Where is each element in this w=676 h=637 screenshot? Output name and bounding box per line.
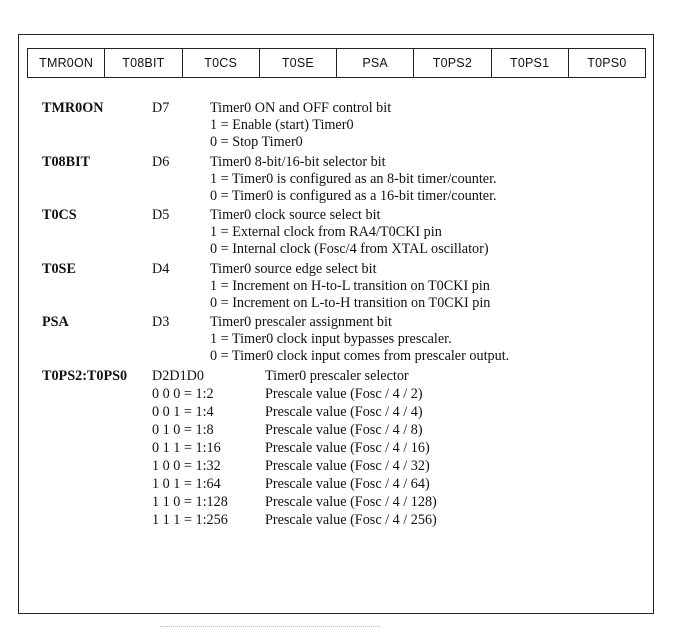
field-desc-t0se: Timer0 source edge select bit: [210, 261, 377, 277]
prescale-code-6: 1 1 0 = 1:128: [152, 494, 228, 510]
bit-cell-tmr0on: TMR0ON: [28, 49, 105, 78]
bit-cell-psa: PSA: [337, 49, 414, 78]
field-name-t0ps: T0PS2:T0PS0: [42, 368, 128, 384]
field-name-t0cs: T0CS: [42, 207, 77, 223]
prescale-code-0: 0 0 0 = 1:2: [152, 386, 214, 402]
prescale-desc-4: Prescale value (Fosc / 4 / 32): [265, 458, 430, 474]
field-desc-t0cs: Timer0 clock source select bit: [210, 207, 381, 223]
field-name-t0se: T0SE: [42, 261, 76, 277]
field-bit-tmr0on: D7: [152, 100, 170, 116]
bit-cell-t0ps1: T0PS1: [491, 49, 568, 78]
field-bit-t0cs: D5: [152, 207, 170, 223]
field-desc-t0cs-0: 0 = Internal clock (Fosc/4 from XTAL oscillator): [210, 241, 489, 257]
prescale-desc-7: Prescale value (Fosc / 4 / 256): [265, 512, 437, 528]
prescale-code-1: 0 0 1 = 1:4: [152, 404, 214, 420]
field-desc-tmr0on: Timer0 ON and OFF control bit: [210, 100, 392, 116]
field-desc-t08bit: Timer0 8-bit/16-bit selector bit: [210, 154, 386, 170]
prescale-desc-1: Prescale value (Fosc / 4 / 4): [265, 404, 423, 420]
field-desc-t0se-1: 1 = Increment on H-to-L transition on T0CKI pin: [210, 278, 490, 294]
field-desc-psa-0: 0 = Timer0 clock input comes from prescaler output.: [210, 348, 510, 364]
prescale-desc-2: Prescale value (Fosc / 4 / 8): [265, 422, 423, 438]
prescale-code-2: 0 1 0 = 1:8: [152, 422, 214, 438]
field-desc-tmr0on-0: 0 = Stop Timer0: [210, 134, 303, 150]
field-desc-tmr0on-1: 1 = Enable (start) Timer0: [210, 117, 354, 133]
field-desc-t08bit-1: 1 = Timer0 is configured as an 8-bit timer/counter.: [210, 171, 497, 187]
prescale-desc-5: Prescale value (Fosc / 4 / 64): [265, 476, 430, 492]
prescale-code-5: 1 0 1 = 1:64: [152, 476, 221, 492]
prescale-desc-3: Prescale value (Fosc / 4 / 16): [265, 440, 430, 456]
field-name-t08bit: T08BIT: [42, 154, 91, 170]
field-bit-t0ps: D2D1D0: [152, 368, 205, 384]
field-desc-t0cs-1: 1 = External clock from RA4/T0CKI pin: [210, 224, 442, 240]
scan-artifact-line: [160, 626, 380, 628]
field-desc-t0se-0: 0 = Increment on L-to-H transition on T0CKI pin: [210, 295, 491, 311]
field-desc-t08bit-0: 0 = Timer0 is configured as a 16-bit timer/counter.: [210, 188, 497, 204]
field-desc-t0ps: Timer0 prescaler selector: [265, 368, 409, 384]
prescale-code-3: 0 1 1 = 1:16: [152, 440, 221, 456]
field-bit-psa: D3: [152, 314, 170, 330]
prescale-code-4: 1 0 0 = 1:32: [152, 458, 221, 474]
field-name-tmr0on: TMR0ON: [42, 100, 104, 116]
bit-cell-t0cs: T0CS: [182, 49, 259, 78]
field-desc-psa-1: 1 = Timer0 clock input bypasses prescaler.: [210, 331, 452, 347]
prescale-desc-6: Prescale value (Fosc / 4 / 128): [265, 494, 437, 510]
field-bit-t08bit: D6: [152, 154, 170, 170]
bit-cell-t0ps2: T0PS2: [414, 49, 491, 78]
bit-cell-t0ps0: T0PS0: [568, 49, 645, 78]
bit-cell-t08bit: T08BIT: [105, 49, 182, 78]
prescale-desc-0: Prescale value (Fosc / 4 / 2): [265, 386, 423, 402]
field-name-psa: PSA: [42, 314, 69, 330]
register-bit-row: [28, 49, 646, 78]
field-desc-psa: Timer0 prescaler assignment bit: [210, 314, 392, 330]
prescale-code-7: 1 1 1 = 1:256: [152, 512, 228, 528]
register-bit-table: [27, 48, 646, 78]
field-bit-t0se: D4: [152, 261, 170, 277]
bit-cell-t0se: T0SE: [259, 49, 336, 78]
